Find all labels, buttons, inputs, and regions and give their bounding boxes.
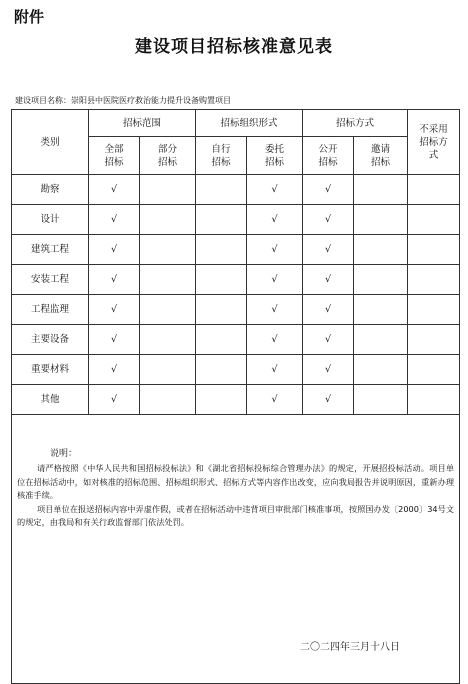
empty-cell bbox=[354, 355, 408, 385]
empty-cell bbox=[408, 355, 460, 385]
subheader-text: 委托招标 bbox=[265, 143, 285, 168]
empty-cell bbox=[408, 175, 460, 205]
subheader-text: 全部招标 bbox=[104, 143, 124, 168]
check-mark-cell: √ bbox=[89, 175, 140, 205]
check-mark-cell: √ bbox=[247, 205, 303, 235]
check-mark-cell: √ bbox=[89, 295, 140, 325]
category-cell: 建筑工程 bbox=[12, 235, 89, 265]
group-header-method: 招标方式 bbox=[303, 110, 408, 137]
category-cell: 工程监理 bbox=[12, 295, 89, 325]
empty-cell bbox=[140, 295, 196, 325]
empty-cell bbox=[140, 385, 196, 415]
empty-cell bbox=[354, 235, 408, 265]
table-row bbox=[12, 175, 460, 205]
empty-cell bbox=[408, 235, 460, 265]
issue-date: 二〇二四年三月十八日 bbox=[300, 642, 400, 653]
category-cell: 其他 bbox=[12, 385, 89, 415]
subheader-partial bbox=[140, 137, 196, 175]
empty-cell bbox=[196, 235, 247, 265]
empty-cell bbox=[408, 205, 460, 235]
subheader-text: 公开招标 bbox=[318, 143, 338, 168]
check-mark-cell: √ bbox=[303, 385, 354, 415]
empty-cell bbox=[196, 385, 247, 415]
empty-cell bbox=[354, 295, 408, 325]
table-row bbox=[12, 235, 460, 265]
empty-cell bbox=[408, 385, 460, 415]
empty-cell bbox=[196, 205, 247, 235]
check-mark-cell: √ bbox=[303, 325, 354, 355]
check-mark-cell: √ bbox=[303, 205, 354, 235]
category-cell: 勘察 bbox=[12, 175, 89, 205]
check-mark-cell: √ bbox=[89, 235, 140, 265]
subheader-invited bbox=[354, 137, 408, 175]
empty-cell bbox=[196, 325, 247, 355]
document-title: 建设项目招标核准意见表 bbox=[135, 37, 333, 57]
check-mark-cell: √ bbox=[89, 355, 140, 385]
empty-cell bbox=[408, 325, 460, 355]
empty-cell bbox=[140, 175, 196, 205]
no-bidding-text: 不采用招标方式 bbox=[419, 123, 448, 161]
approval-table bbox=[11, 109, 460, 684]
project-name: 建设项目名称：崇阳县中医院医疗救治能力提升设备购置项目 bbox=[15, 96, 231, 105]
empty-cell bbox=[140, 325, 196, 355]
check-mark-cell: √ bbox=[89, 325, 140, 355]
group-header-no-bidding bbox=[408, 110, 460, 175]
table-row bbox=[12, 325, 460, 355]
notes-paragraph-1: 请严格按照《中华人民共和国招标投标法》和《湖北省招标投标综合管理办法》的规定，开展招投标活动。项目单位在招标活动中，如对核准的招标范围、招标组织形式、招标方式等内容作出改变，应向我局报告并说明原因，重新办理核准手续。 bbox=[17, 463, 455, 501]
empty-cell bbox=[196, 175, 247, 205]
subheader-all bbox=[89, 137, 140, 175]
table-row bbox=[12, 295, 460, 325]
empty-cell bbox=[354, 385, 408, 415]
empty-cell bbox=[354, 325, 408, 355]
check-mark-cell: √ bbox=[303, 295, 354, 325]
subheader-text: 邀请招标 bbox=[371, 143, 391, 168]
empty-cell bbox=[354, 205, 408, 235]
check-mark-cell: √ bbox=[303, 235, 354, 265]
empty-cell bbox=[196, 265, 247, 295]
category-cell: 安装工程 bbox=[12, 265, 89, 295]
subheader-entrusted bbox=[247, 137, 303, 175]
check-mark-cell: √ bbox=[303, 265, 354, 295]
attachment-label: 附件 bbox=[14, 8, 45, 26]
notes-body bbox=[17, 462, 454, 530]
subheader-text: 部分招标 bbox=[157, 143, 177, 168]
empty-cell bbox=[140, 265, 196, 295]
empty-cell bbox=[196, 355, 247, 385]
table-row bbox=[12, 355, 460, 385]
empty-cell bbox=[140, 235, 196, 265]
empty-cell bbox=[408, 295, 460, 325]
empty-cell bbox=[140, 205, 196, 235]
table-row bbox=[12, 265, 460, 295]
empty-cell bbox=[196, 295, 247, 325]
table-row bbox=[12, 205, 460, 235]
empty-cell bbox=[408, 265, 460, 295]
notes-paragraph-2: 项目单位在报送招标内容中弄虚作假，或者在招标活动中违背项目审批部门核准事项，按照国办发〔2000〕34号文的规定，由我局和有关行政监督部门依法处罚。 bbox=[17, 503, 455, 528]
empty-cell bbox=[140, 355, 196, 385]
check-mark-cell: √ bbox=[247, 385, 303, 415]
empty-cell bbox=[354, 265, 408, 295]
subheader-text: 自行招标 bbox=[211, 143, 231, 168]
notes-cell bbox=[12, 415, 460, 684]
check-mark-cell: √ bbox=[247, 295, 303, 325]
check-mark-cell: √ bbox=[247, 175, 303, 205]
category-cell: 主要设备 bbox=[12, 325, 89, 355]
notes-title: 说明： bbox=[50, 449, 78, 459]
check-mark-cell: √ bbox=[247, 265, 303, 295]
check-mark-cell: √ bbox=[89, 205, 140, 235]
subheader-self bbox=[196, 137, 247, 175]
check-mark-cell: √ bbox=[303, 355, 354, 385]
check-mark-cell: √ bbox=[247, 325, 303, 355]
category-header: 类别 bbox=[12, 110, 89, 175]
group-header-scope: 招标范围 bbox=[89, 110, 196, 137]
check-mark-cell: √ bbox=[89, 385, 140, 415]
group-header-organization: 招标组织形式 bbox=[196, 110, 303, 137]
table-row bbox=[12, 385, 460, 415]
subheader-open bbox=[303, 137, 354, 175]
category-cell: 设计 bbox=[12, 205, 89, 235]
check-mark-cell: √ bbox=[247, 235, 303, 265]
check-mark-cell: √ bbox=[247, 355, 303, 385]
check-mark-cell: √ bbox=[303, 175, 354, 205]
category-cell: 重要材料 bbox=[12, 355, 89, 385]
empty-cell bbox=[354, 175, 408, 205]
check-mark-cell: √ bbox=[89, 265, 140, 295]
